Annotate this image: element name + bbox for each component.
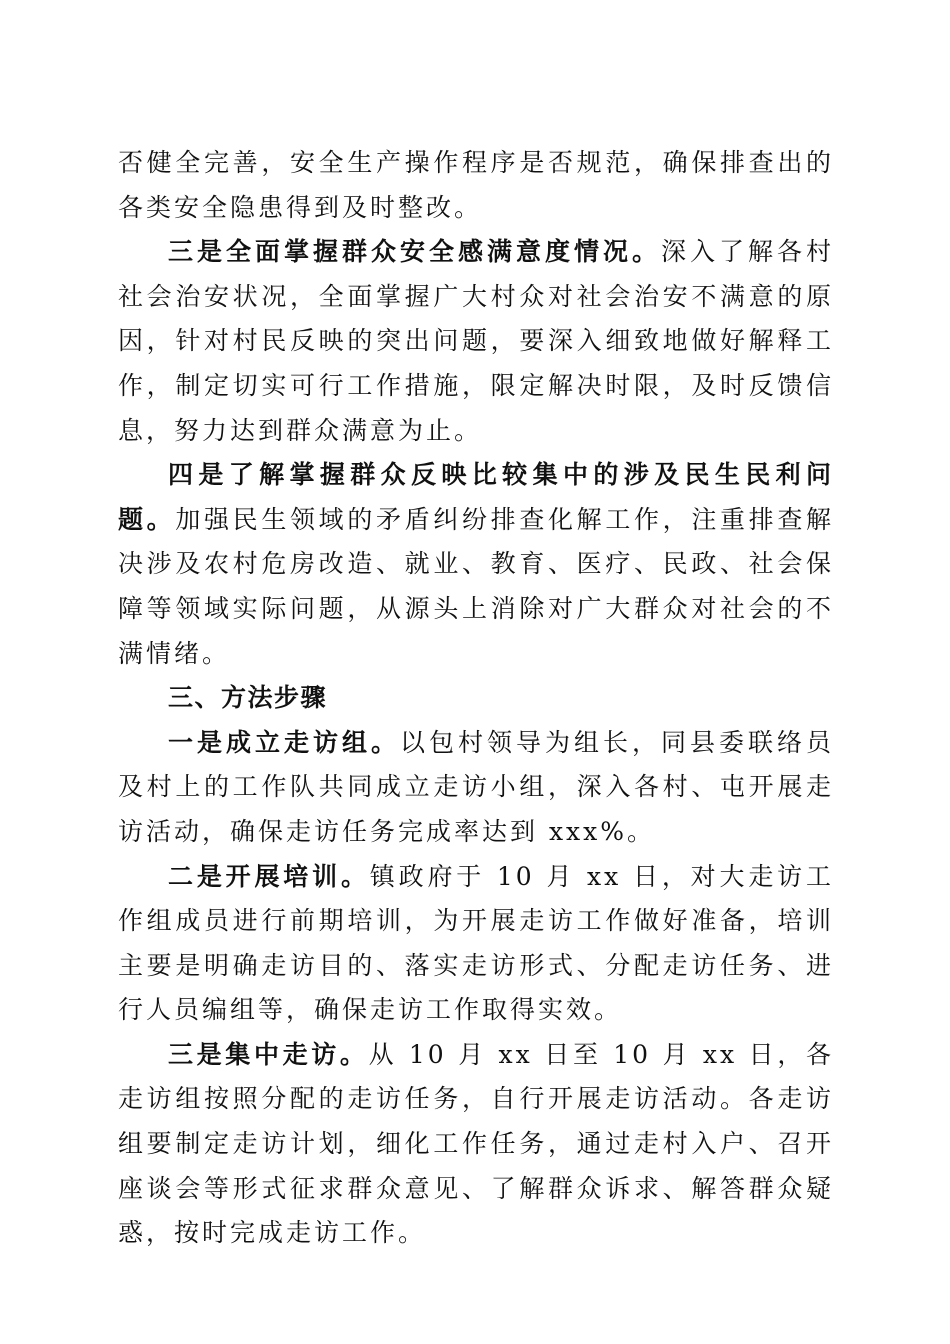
step-text: 从 10 月 xx 日至 10 月 xx 日，各走访组按照分配的走访任务，自行开展走访活动。各走访组要制定走访计划，细化工作任务，通过走村入户、召开座谈会等形式征求群众意见、了解群众诉求、解答群众疑惑，按时完成走访工作。 <box>118 1039 834 1248</box>
document-body <box>118 141 834 1256</box>
step-lead: 二是开展培训。 <box>168 861 370 891</box>
paragraph-text: 加强民生领域的矛盾纠纷排查化解工作，注重排查解决涉及农村危房改造、就业、教育、医疗、民政、社会保障等领域实际问题，从源头上消除对广大群众对社会的不满情绪。 <box>118 504 834 668</box>
section-heading: 三、方法步骤 <box>168 683 328 713</box>
step-lead: 一是成立走访组。 <box>168 727 400 757</box>
step-text: 以包村领导为组长，同县委联络员及村上的工作队共同成立走访小组，深入各村、屯开展走访活动，确保走访任务完成率达到 xxx%。 <box>118 727 834 846</box>
step-two <box>118 855 834 1033</box>
step-one <box>118 721 834 855</box>
paragraph-item-four <box>118 453 834 676</box>
paragraph-text: 否健全完善，安全生产操作程序是否规范，确保排查出的各类安全隐患得到及时整改。 <box>118 148 834 222</box>
step-three <box>118 1033 834 1256</box>
step-lead: 三是集中走访。 <box>168 1039 369 1069</box>
paragraph-continuation <box>118 141 834 230</box>
step-text: 镇政府于 10 月 xx 日，对大走访工作组成员进行前期培训，为开展走访工作做好准备，培训主要是明确走访目的、落实走访形式、分配走访任务、进行人员编组等，确保走访工作取得实效。 <box>118 861 834 1025</box>
paragraph-text: 深入了解各村社会治安状况，全面掌握广大村众对社会治安不满意的原因，针对村民反映的突出问题，要深入细致地做好解释工作，制定切实可行工作措施，限定解决时限，及时反馈信息，努力达到群众满意为止。 <box>118 237 834 445</box>
paragraph-item-three <box>118 230 834 453</box>
paragraph-lead: 四是了解掌握群众反映比较集中的涉及民生民利问题。 <box>118 460 834 534</box>
paragraph-lead: 三是全面掌握群众安全感满意度情况。 <box>168 237 661 267</box>
